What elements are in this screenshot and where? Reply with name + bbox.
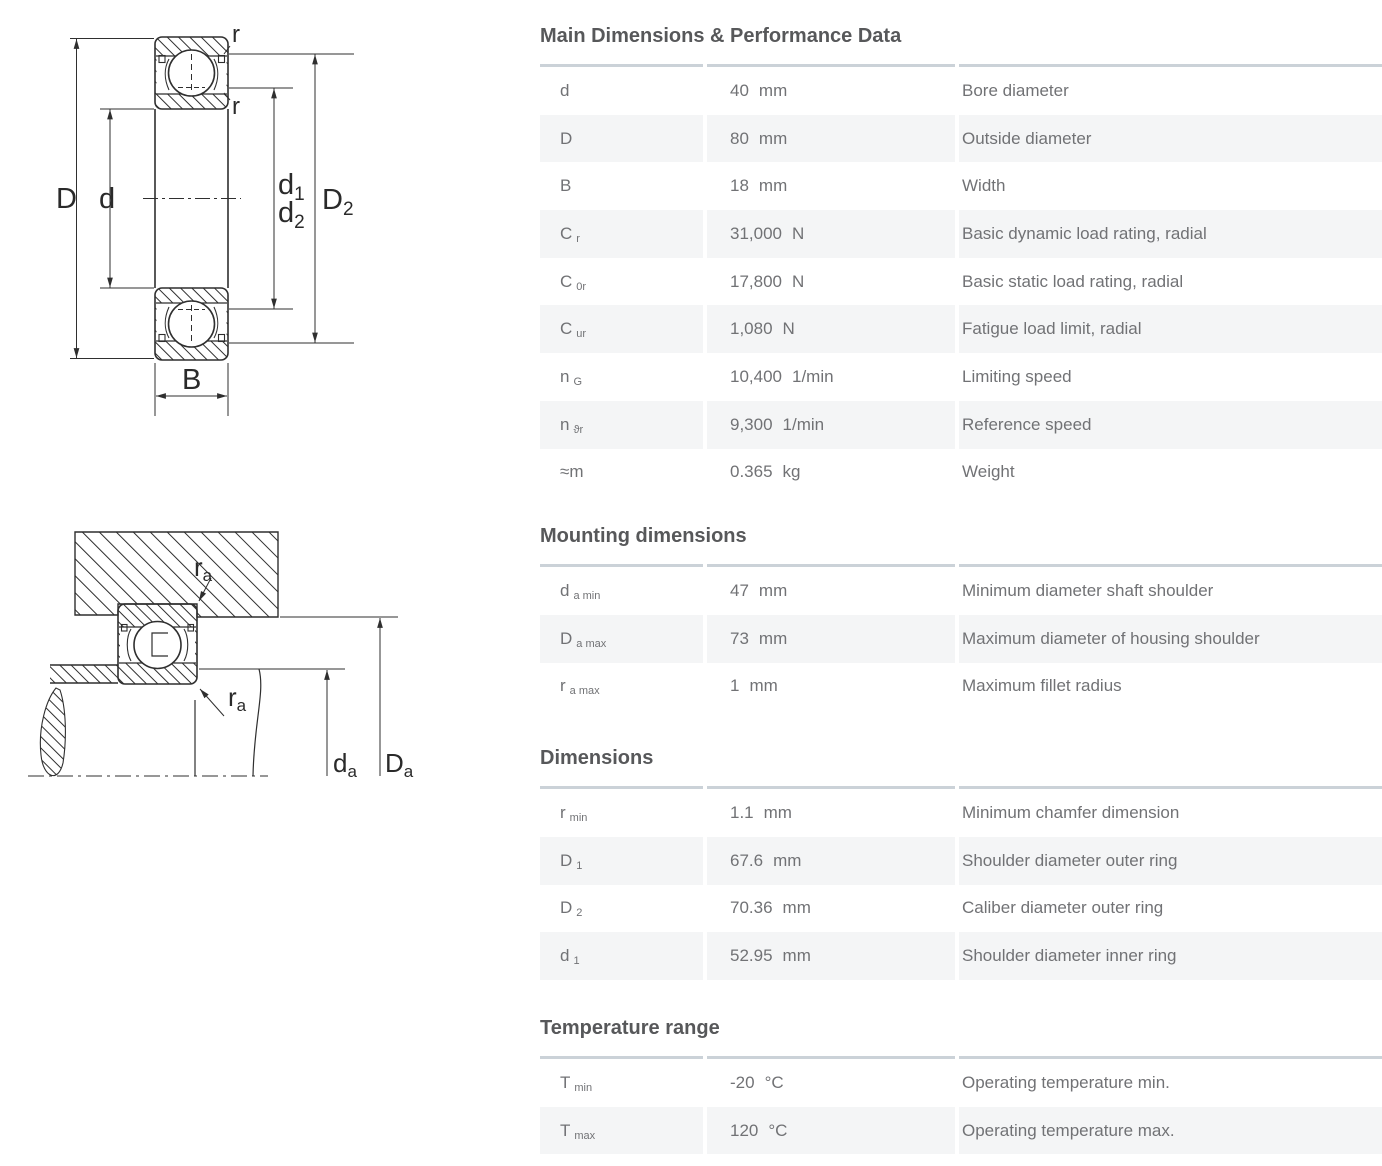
section-title: Dimensions — [540, 747, 654, 770]
spec-table — [540, 564, 1382, 710]
value-cell — [707, 401, 955, 449]
value: 1 — [730, 676, 740, 696]
section-title: Main Dimensions & Performance Data — [540, 25, 902, 47]
description-cell: Weight — [959, 449, 1382, 497]
value-cell — [707, 258, 955, 306]
table-row — [540, 1059, 1382, 1107]
value-cell — [707, 663, 955, 711]
table-row — [540, 162, 1382, 210]
table-row — [540, 67, 1382, 115]
symbol: T — [560, 1072, 571, 1092]
unit: mm — [758, 176, 788, 196]
value-cell — [707, 1059, 955, 1107]
label-r-top: r — [232, 21, 240, 48]
symbol-cell — [540, 210, 703, 258]
value: 52.95 — [730, 946, 773, 966]
value-cell — [707, 162, 955, 210]
symbol-subscript: 2 — [576, 907, 583, 920]
unit: mm — [782, 898, 811, 918]
symbol-subscript: a max — [576, 637, 607, 650]
description-cell: Limiting speed — [959, 353, 1382, 401]
value-cell — [707, 885, 955, 933]
symbol-subscript: a min — [573, 590, 601, 603]
symbol-cell — [540, 401, 703, 449]
value: 18 — [730, 176, 749, 196]
unit: mm — [758, 628, 788, 648]
value-cell — [707, 115, 955, 163]
section-temperature-range — [540, 1016, 1382, 1154]
shaft-contour-curve — [253, 669, 261, 776]
description-cell: Width — [959, 162, 1382, 210]
value: 1.1 — [730, 803, 754, 823]
mounted-bearing — [118, 604, 197, 684]
description-cell: Outside diameter — [959, 115, 1382, 163]
value-cell — [707, 210, 955, 258]
symbol: r — [560, 803, 566, 823]
symbol: B — [560, 176, 572, 196]
label-r-mid: r — [232, 93, 240, 120]
symbol-subscript: min — [569, 812, 588, 825]
table-row — [540, 401, 1382, 449]
symbol-subscript: r — [576, 232, 580, 245]
description-cell: Minimum chamfer dimension — [959, 789, 1382, 837]
unit: mm — [758, 128, 788, 148]
symbol-subscript: a max — [569, 685, 600, 698]
value-cell — [707, 615, 955, 663]
symbol: D — [560, 128, 573, 148]
unit: mm — [763, 803, 792, 823]
value: 1,080 — [730, 319, 773, 339]
unit: °C — [764, 1072, 784, 1092]
table-row — [540, 449, 1382, 497]
unit: N — [792, 223, 805, 243]
section-mounting-dimensions — [540, 524, 1382, 710]
label-d2: $d_2$ — [278, 197, 305, 233]
bearing-drawings-svg — [0, 0, 460, 820]
unit: mm — [782, 946, 811, 966]
value-cell — [707, 1107, 955, 1155]
table-row — [540, 932, 1382, 980]
value: 47 — [730, 581, 749, 601]
spec-table — [540, 786, 1382, 980]
value: 80 — [730, 128, 749, 148]
description-cell: Operating temperature min. — [959, 1059, 1382, 1107]
description-cell: Fatigue load limit, radial — [959, 305, 1382, 353]
shaft-break — [40, 688, 65, 776]
symbol-cell — [540, 615, 703, 663]
label-ra-top: ra — [194, 552, 213, 585]
unit: kg — [782, 462, 801, 482]
section-main-dimensions — [540, 24, 1382, 496]
spec-table — [540, 64, 1382, 496]
unit: °C — [768, 1120, 788, 1140]
value: -20 — [730, 1072, 755, 1092]
description-cell: Shoulder diameter inner ring — [959, 932, 1382, 980]
symbol: d — [560, 946, 570, 966]
symbol-cell — [540, 115, 703, 163]
value: 10,400 — [730, 366, 782, 386]
symbol-subscript: 1 — [573, 955, 580, 968]
symbol-subscript: 0r — [576, 280, 587, 293]
symbol-cell — [540, 837, 703, 885]
table-row — [540, 663, 1382, 711]
description-cell: Operating temperature max. — [959, 1107, 1382, 1155]
section-dimensions — [540, 746, 1382, 980]
symbol: D — [560, 850, 573, 870]
value: 9,300 — [730, 414, 773, 434]
value: 0.365 — [730, 462, 773, 482]
unit: mm — [758, 80, 788, 100]
bearing-top-half — [155, 37, 228, 109]
symbol-cell — [540, 162, 703, 210]
value: 120 — [730, 1120, 759, 1140]
description-cell: Reference speed — [959, 401, 1382, 449]
symbol-subscript: max — [574, 1129, 596, 1142]
symbol-cell — [540, 1059, 703, 1107]
symbol: C — [560, 319, 573, 339]
spec-table — [540, 1056, 1382, 1154]
label-bore-diameter-d: d — [99, 183, 116, 215]
symbol: ≈m — [560, 462, 584, 482]
table-row — [540, 885, 1382, 933]
symbol-cell — [540, 305, 703, 353]
value-cell — [707, 789, 955, 837]
unit: 1/min — [792, 366, 834, 386]
symbol: T — [560, 1120, 571, 1140]
symbol: D — [560, 898, 573, 918]
table-row — [540, 305, 1382, 353]
table-row — [540, 258, 1382, 306]
table-row — [540, 115, 1382, 163]
symbol-cell — [540, 789, 703, 837]
description-cell: Shoulder diameter outer ring — [959, 837, 1382, 885]
symbol-cell — [540, 1107, 703, 1155]
symbol-cell — [540, 449, 703, 497]
symbol-subscript: 1 — [576, 859, 583, 872]
value: 31,000 — [730, 223, 782, 243]
label-ra-bottom: ra — [228, 682, 247, 715]
spec-content — [540, 0, 1382, 1154]
value-cell — [707, 353, 955, 401]
symbol: C — [560, 271, 573, 291]
description-cell: Basic static load rating, radial — [959, 258, 1382, 306]
value-cell — [707, 932, 955, 980]
value-cell — [707, 567, 955, 615]
symbol-subscript: ur — [576, 328, 587, 341]
symbol-subscript: G — [573, 375, 583, 388]
cross-section-drawing — [70, 37, 354, 416]
unit: N — [782, 319, 795, 339]
description-cell: Maximum fillet radius — [959, 663, 1382, 711]
symbol-cell — [540, 353, 703, 401]
bearing-bottom-half — [155, 288, 228, 360]
section-title: Temperature range — [540, 1017, 720, 1039]
symbol-cell — [540, 885, 703, 933]
value: 67.6 — [730, 850, 764, 870]
ra-leader-bottom — [200, 689, 224, 716]
symbol-cell — [540, 67, 703, 115]
description-cell: Minimum diameter shaft shoulder — [959, 567, 1382, 615]
mounting-drawing — [28, 532, 398, 776]
label-Da: Da — [385, 748, 414, 781]
section-title: Mounting dimensions — [540, 525, 747, 548]
dimension-da — [199, 669, 345, 776]
table-row — [540, 210, 1382, 258]
table-row — [540, 837, 1382, 885]
unit: mm — [758, 581, 788, 601]
label-D2: $D_2$ — [322, 184, 354, 220]
symbol: d — [560, 581, 570, 601]
unit: mm — [773, 850, 802, 870]
symbol: r — [560, 676, 566, 696]
unit: 1/min — [782, 414, 825, 434]
label-width-B: B — [182, 364, 202, 396]
table-row — [540, 567, 1382, 615]
table-row — [540, 1107, 1382, 1155]
description-cell: Maximum diameter of housing shoulder — [959, 615, 1382, 663]
technical-drawings — [0, 0, 460, 820]
symbol: C — [560, 223, 573, 243]
unit: N — [792, 271, 805, 291]
table-row — [540, 615, 1382, 663]
table-row — [540, 353, 1382, 401]
symbol-subscript: min — [574, 1081, 593, 1094]
label-outside-diameter-D: D — [56, 183, 77, 215]
value-cell — [707, 837, 955, 885]
symbol: n — [560, 366, 570, 386]
unit: mm — [749, 676, 778, 696]
symbol-cell — [540, 663, 703, 711]
shaft-shoulder-section — [50, 665, 118, 683]
description-cell: Caliber diameter outer ring — [959, 885, 1382, 933]
value-cell — [707, 305, 955, 353]
description-cell: Bore diameter — [959, 67, 1382, 115]
value: 17,800 — [730, 271, 782, 291]
label-d1: $d_1$ — [278, 169, 305, 205]
symbol-cell — [540, 932, 703, 980]
value-cell — [707, 67, 955, 115]
symbol: n — [560, 414, 570, 434]
table-row — [540, 789, 1382, 837]
label-da: da — [333, 748, 357, 781]
value: 40 — [730, 80, 749, 100]
symbol-subscript: ϑr — [573, 423, 584, 436]
symbol-cell — [540, 258, 703, 306]
symbol: D — [560, 628, 573, 648]
value-cell — [707, 449, 955, 497]
description-cell: Basic dynamic load rating, radial — [959, 210, 1382, 258]
value: 73 — [730, 628, 749, 648]
symbol: d — [560, 80, 570, 100]
symbol-cell — [540, 567, 703, 615]
value: 70.36 — [730, 898, 773, 918]
